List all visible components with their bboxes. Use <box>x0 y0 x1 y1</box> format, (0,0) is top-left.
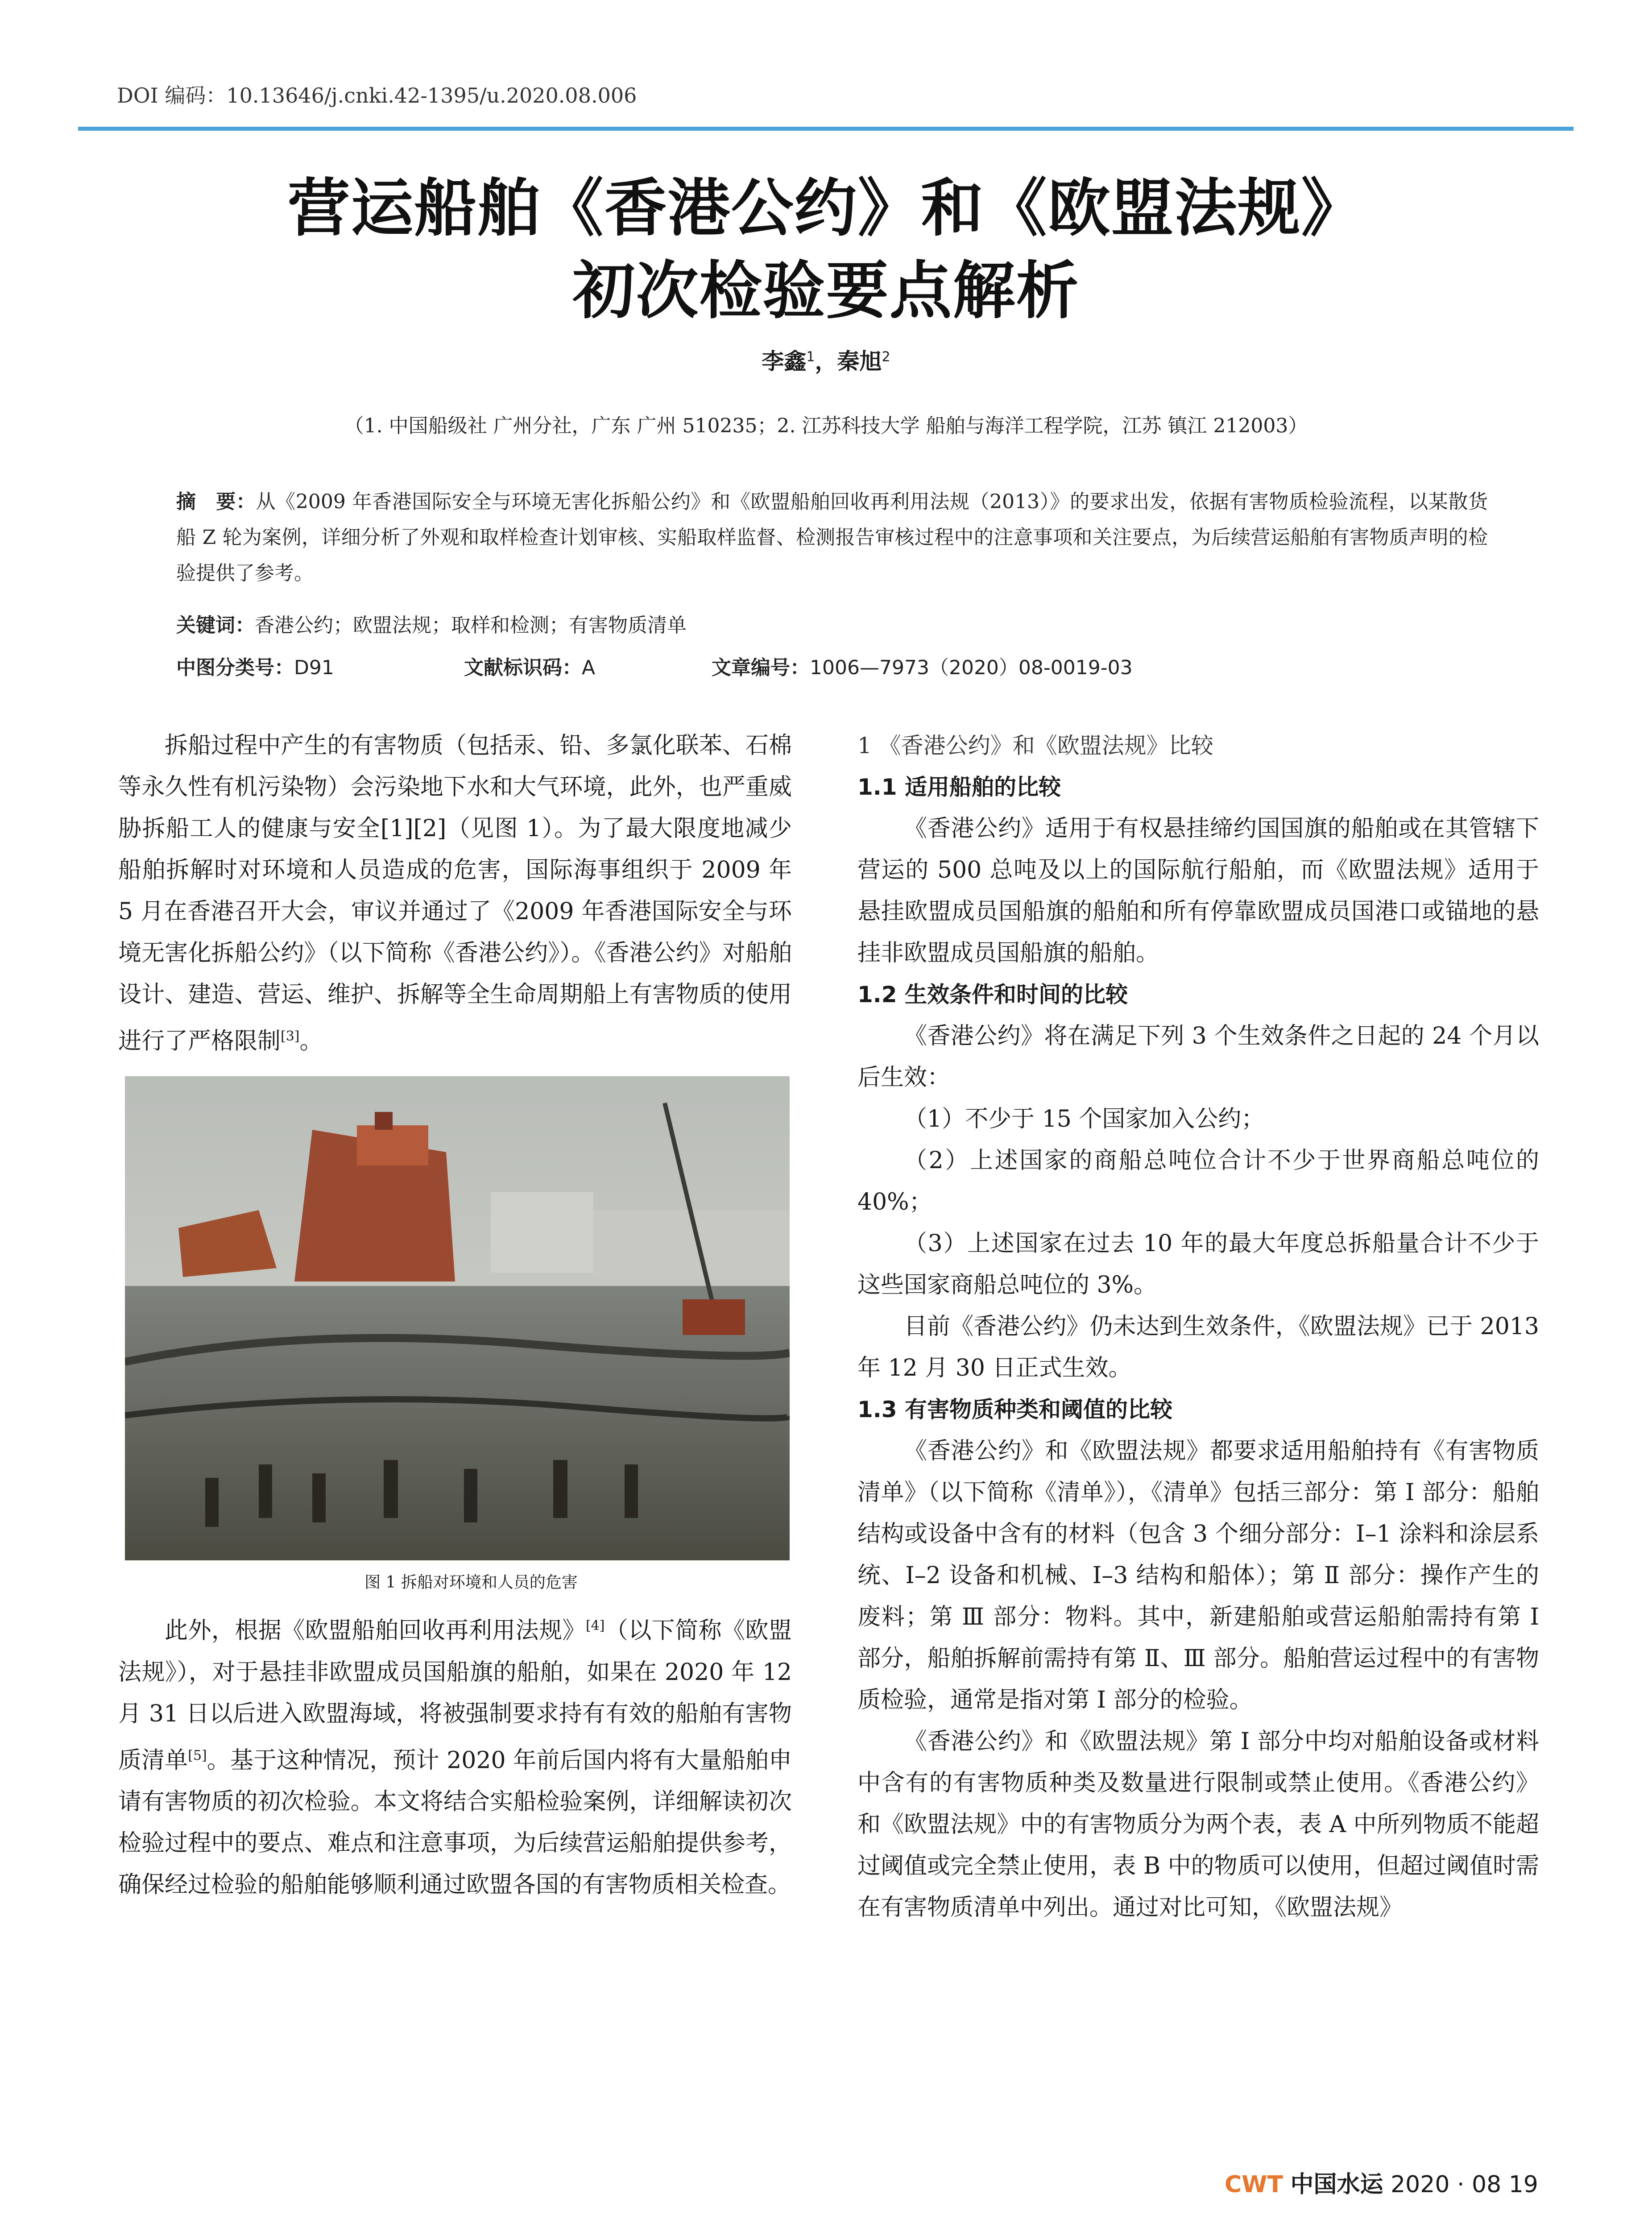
section-1-3-paragraph-1: 《香港公约》和《欧盟法规》都要求适用船舶持有《有害物质清单》（以下简称《清单》），《清单》包括三部分：第 I 部分：船舶结构或设备中含有的材料（包含 3 个细分部分：I–1 涂料和涂层系统、I–2 设备和机械、I–3 结构和船体）；第 Ⅱ 部分：操作产生的废料；第 Ⅲ 部分：物料。其中，新建船舶或营运船舶需持有第 I 部分，船舶拆解前需持有第 Ⅱ、Ⅲ 部分。船舶营运过程中的有害物质检验，通常是指对第 I 部分的检验。 <box>857 1438 1539 1713</box>
eu-text-a: 此外，根据《欧盟船舶回收再利用法规》 <box>165 1617 586 1644</box>
eu-text-c: 。基于这种情况，预计 2020 年前后国内将有大量船舶申请有害物质的初次检验。本文将结合实船检验案例，详细解读初次检验过程中的要点、难点和注意事项，为后续营运船舶提供参考，确保经过检验的船舶能够顺利通过欧盟各国的有害物质相关检查。 <box>118 1746 792 1898</box>
cwt-logo: CWT <box>1225 2171 1283 2198</box>
author-2-affil: 2 <box>882 349 890 365</box>
doc-label: 文献标识码： <box>464 656 582 679</box>
section-1-2-status: 目前《香港公约》仍未达到生效条件，《欧盟法规》已于 2013 年 12 月 30 日正式生效。 <box>857 1313 1539 1381</box>
keywords-text: 香港公约；欧盟法规；取样和检测；有害物质清单 <box>255 614 687 637</box>
doi-line: DOI 编码：10.13646/j.cnki.42-1395/u.2020.08.006 <box>117 83 637 108</box>
eu-citation-5: [5] <box>188 1747 207 1763</box>
affiliations: （1. 中国船级社 广州分社，广东 广州 510235；2. 江苏科技大学 船舶与海洋工程学院，江苏 镇江 212003） <box>344 415 1308 437</box>
section-1-2-heading: 1.2 生效条件和时间的比较 <box>857 982 1128 1008</box>
journal-name: 中国水运 <box>1290 2171 1383 2198</box>
keywords <box>176 609 1488 638</box>
intro-end: 。 <box>299 1028 323 1055</box>
condition-2: （2）上述国家的商船总吨位合计不少于世界商船总吨位的 40%； <box>857 1147 1539 1215</box>
header-rule <box>78 127 1573 131</box>
doc-value: A <box>582 656 596 679</box>
figure-1-caption: 图 1 拆船对环境和人员的危害 <box>364 1573 578 1592</box>
section-1-2-paragraph: 《香港公约》将在满足下列 3 个生效条件之日起的 24 个月以后生效： <box>857 1023 1539 1091</box>
condition-1: （1）不少于 15 个国家加入公约； <box>904 1106 1265 1132</box>
left-column <box>118 725 792 1906</box>
intro-citation: [3] <box>281 1028 300 1044</box>
doc-code <box>464 651 595 680</box>
keywords-label: 关键词： <box>176 614 255 637</box>
right-column <box>857 725 1539 1928</box>
eu-regulation-paragraph <box>118 1605 792 1906</box>
figure-1-photo <box>125 1076 790 1560</box>
eu-text-b: （以下简称《欧盟法规》），对于悬挂非欧盟成员国船旗的船舶，如果在 2020 年 12 月 31 日以后进入欧盟海域，将被强制要求持有有效的船舶有害物质清单 <box>118 1617 792 1774</box>
authors <box>0 344 1652 376</box>
issue-number: 2020 · 08 <box>1391 2171 1502 2198</box>
article-label: 文章编号： <box>712 656 810 679</box>
clc-label: 中图分类号： <box>176 656 294 679</box>
abstract-label: 摘 要： <box>176 490 256 513</box>
section-1-1-heading: 1.1 适用船舶的比较 <box>857 774 1061 800</box>
clc-value: D91 <box>294 656 334 679</box>
abstract <box>176 484 1488 591</box>
article-number <box>712 651 1133 680</box>
shipbreaking-photo <box>125 1076 790 1560</box>
condition-3: （3）上述国家在过去 10 年的最大年度总拆船量合计不少于这些国家商船总吨位的 3%。 <box>857 1230 1539 1298</box>
abstract-text: 从《2009 年香港国际安全与环境无害化拆船公约》和《欧盟船舶回收再利用法规（2013）》的要求出发，依据有害物质检验流程，以某散货船 Z 轮为案例，详细分析了外观和取样检查计划审核、实船取样监督、检测报告审核过程中的注意事项和关注要点，为后续营运船舶有害物质声明的检验提供了参考。 <box>176 490 1488 585</box>
intro-paragraph <box>118 725 792 1062</box>
article-value: 1006—7973（2020）08-0019-03 <box>810 656 1133 679</box>
intro-text: 拆船过程中产生的有害物质（包括汞、铅、多氯化联苯、石棉等永久性有机污染物）会污染地下水和大气环境，此外，也严重威胁拆船工人的健康与安全[1][2]（见图 1）。为了最大限度地减少船舶拆解时对环境和人员造成的危害，国际海事组织于 2009 年 5 月在香港召开大会，审议并通过了《2009 年香港国际安全与环境无害化拆船公约》（以下简称《香港公约》）。《香港公约》对船舶设计、建造、营运、维护、拆解等全生命周期船上有害物质的使用进行了严格限制 <box>118 732 792 1055</box>
author-2: 秦旭 <box>837 348 882 374</box>
author-1: 李鑫 <box>762 348 807 374</box>
page-number: 19 <box>1508 2171 1538 2198</box>
title-line-2: 初次检验要点解析 <box>572 254 1080 328</box>
section-1-3-paragraph-2: 《香港公约》和《欧盟法规》第 I 部分中均对船舶设备或材料中含有的有害物质种类及数量进行限制或禁止使用。《香港公约》和《欧盟法规》中的有害物质分为两个表，表 A 中所列物质不能超过阈值或完全禁止使用，表 B 中的物质可以使用，但超过阈值时需在有害物质清单中列出。通过对比可知，《欧盟法规》 <box>857 1728 1539 1921</box>
clc-code <box>176 651 334 680</box>
eu-citation-4: [4] <box>585 1618 605 1634</box>
section-1-heading: 1 《香港公约》和《欧盟法规》比较 <box>857 733 1213 759</box>
title-line-1: 营运船舶《香港公约》和《欧盟法规》 <box>287 172 1365 245</box>
author-1-affil: 1 <box>806 349 815 365</box>
author-separator: ， <box>815 348 837 374</box>
section-1-1-paragraph: 《香港公约》适用于有权悬挂缔约国国旗的船舶或在其管辖下营运的 500 总吨及以上的国际航行船舶，而《欧盟法规》适用于悬挂欧盟成员国船旗的船舶和所有停靠欧盟成员国港口或锚地的悬挂非欧盟成员国船旗的船舶。 <box>857 815 1539 966</box>
section-1-3-heading: 1.3 有害物质种类和阈值的比较 <box>857 1397 1172 1422</box>
page-footer <box>1225 2165 1538 2199</box>
